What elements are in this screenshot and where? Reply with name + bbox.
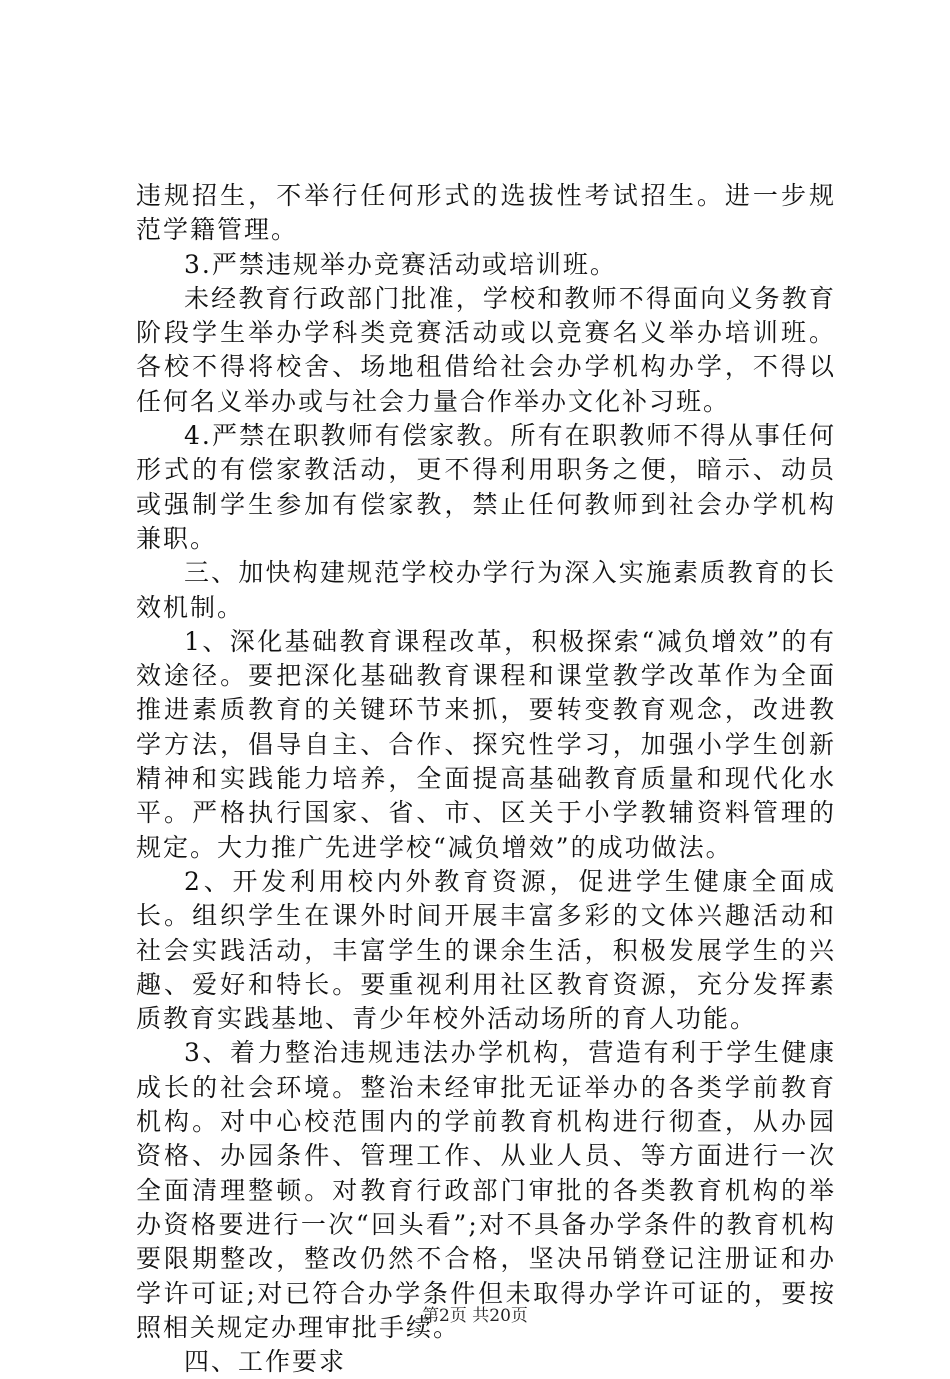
paragraph-competition-rules: 未经教育行政部门批准，学校和教师不得面向义务教育阶段学生举办学科类竞赛活动或以竞赛名义举办培训班。各校不得将校舍、场地租借给社会办学机构办学，不得以任何名义举办或与社会力量合作举办文化补习班。 xyxy=(136,283,836,416)
paragraph-institution-rectification: 3、着力整治违规违法办学机构，营造有利于学生健康成长的社会环境。整治未经审批无证举办的各类学前教育机构。对中心校范围内的学前教育机构进行彻查，从办园资格、办园条件、管理工作、从业人员、等方面进行一次全面清理整顿。对教育行政部门审批的各类教育机构的举办资格要进行一次“回头看”;对不具备办学条件的教育机构要限期整改，整改仍然不合格，坚决吊销登记注册证和办学许可证;对已符合办学条件但未取得办学许可证的，要按照相关规定办理审批手续。 xyxy=(136,1038,836,1342)
paragraph-education-resources: 2、开发利用校内外教育资源，促进学生健康全面成长。组织学生在课外时间开展丰富多彩的文体兴趣活动和社会实践活动，丰富学生的课余生活，积极发展学生的兴趣、爱好和特长。要重视利用社区教育资源，充分发挥素质教育实践基地、青少年校外活动场所的育人功能。 xyxy=(136,866,836,1034)
paragraph-curriculum-reform: 1、深化基础教育课程改革，积极探索“减负增效”的有效途径。要把深化基础教育课程和课堂教学改革作为全面推进素质教育的关键环节来抓，要转变教育观念，改进教学方法，倡导自主、合作、探究性学习，加强小学生创新精神和实践能力培养，全面提高基础教育质量和现代化水平。严格执行国家、省、市、区关于小学教辅资料管理的规定。大力推广先进学校“减负增效”的成功做法。 xyxy=(136,626,836,862)
section-4-heading: 四、工作要求 xyxy=(184,1347,347,1377)
page-number-footer: 第2页 共20页 xyxy=(422,1306,528,1326)
document-body xyxy=(136,179,836,1379)
paragraph-enrollment-continuation: 违规招生，不举行任何形式的选拔性考试招生。进一步规范学籍管理。 xyxy=(136,181,836,245)
section-3-heading: 三、加快构建规范学校办学行为深入实施素质教育的长效机制。 xyxy=(136,558,836,622)
paragraph-item-3-heading: 3.严禁违规举办竞赛活动或培训班。 xyxy=(184,249,617,279)
paragraph-item-4-tutoring: 4.严禁在职教师有偿家教。所有在职教师不得从事任何形式的有偿家教活动，更不得利用职务之便，暗示、动员或强制学生参加有偿家教，禁止任何教师到社会办学机构兼职。 xyxy=(136,421,836,553)
